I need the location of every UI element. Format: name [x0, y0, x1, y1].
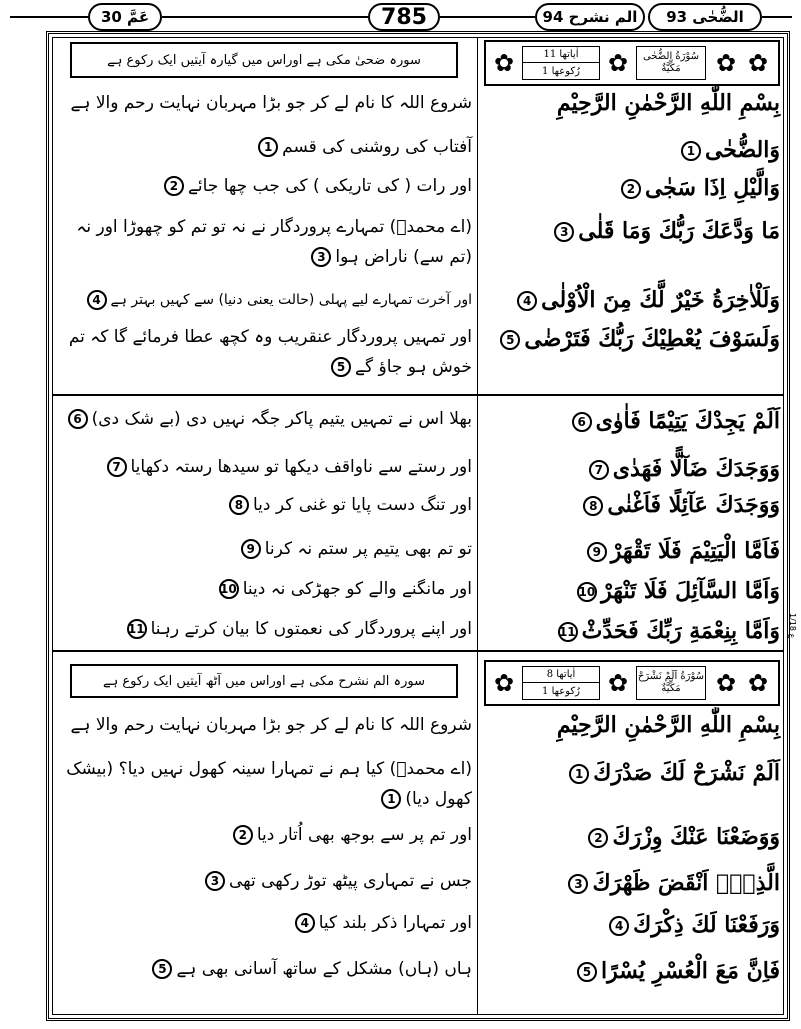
flower-ornament-icon: ✿ — [607, 49, 629, 77]
verse-arabic: الَّذِیْۤ اَنْقَضَ ظَهْرَكَ3 — [484, 870, 780, 896]
verse-arabic: وَوَضَعْنَا عَنْكَ وِزْرَكَ2 — [484, 824, 780, 850]
ruku-count: رُکوعها 1 — [542, 65, 580, 77]
surah-intro-box: سورہ ضحیٰ مکی ہے اوراس میں گیارہ آیتیں ایک رکوع ہے — [70, 42, 458, 78]
flower-ornament-icon: ✿ — [747, 669, 769, 697]
verse-arabic: وَوَجَدَكَ عَآئِلًا فَاَغْنٰی8 — [484, 492, 780, 518]
verse-urdu: اور رستے سے ناواقف دیکھا تو سیدھا رستہ دکھایا7 — [58, 456, 472, 477]
bismillah-urdu: شروع اللہ کا نام لے کر جو بڑا مہربان نہایت رحم والا ہے — [70, 93, 472, 113]
ruku-count: رُکوعها 1 — [542, 685, 580, 697]
verse-arabic: وَوَجَدَكَ ضَآلًّا فَهَدٰی7 — [484, 456, 780, 482]
surah-name: سُوْرَةُ الضُّحٰى مَكِّيَّةٌ — [636, 46, 706, 80]
ayat-count: اٰیاتها 11 — [523, 47, 599, 63]
bismillah-arabic: بِسْمِ اللّٰهِ الرَّحْمٰنِ الرَّحِیْمِ — [556, 712, 780, 738]
verse-urdu: اور تم پر سے بوجھ بھی اُتار دیا2 — [58, 824, 472, 845]
surah-intro-box: سورہ الم نشرح مکی ہے اوراس میں آٹھ آیتیں ایک رکوع ہے — [70, 664, 458, 698]
verse-arabic: وَالضُّحٰی1 — [484, 137, 780, 163]
verse-urdu: اور تنگ دست پایا تو غنی کر دیا8 — [58, 495, 472, 515]
verse-urdu: بھلا اس نے تمہیں یتیم پاکر جگہ نہیں دی (بے شک دی)6 — [58, 408, 472, 429]
flower-ornament-icon: ✿ — [747, 49, 769, 77]
ruku-marker: ع 1/18 — [788, 613, 797, 639]
flower-ornament-icon: ✿ — [715, 669, 737, 697]
verse-arabic: وَاَمَّا بِنِعْمَةِ رَبِّكَ فَحَدِّثْ11 — [558, 618, 780, 644]
section-rule — [52, 650, 784, 652]
verse-urdu: اور تمہارا ذکر بلند کیا4 — [58, 912, 472, 933]
verse-urdu: اور مانگنے والے کو جھڑکی نہ دینا10 — [219, 579, 472, 599]
verse-arabic: فَاَمَّا الْیَتِیْمَ فَلَا تَقْهَرْ9 — [484, 538, 780, 564]
verse-arabic: وَلَسَوْفَ یُعْطِیْكَ رَبُّكَ فَتَرْضٰی5 — [484, 326, 780, 352]
verse-urdu: (اے محمدؐ) تمہارے پروردگار نے نہ تو تم کو چھوڑا اور نہ (تم سے) ناراض ہوا3 — [76, 217, 472, 267]
verse-urdu: اور تمہیں پروردگار عنقریب وہ کچھ عطا فرمائے گا کہ تم خوش ہو جاؤ گے5 — [68, 327, 472, 377]
surah-name: سُوْرَةُ اَلَمْ نَشْرَحْ مَكِّيَّةٌ — [636, 666, 706, 700]
section-rule — [52, 394, 784, 396]
page-header — [0, 0, 801, 34]
header-rule — [762, 16, 792, 18]
surah-title-panel — [484, 40, 780, 86]
ayat-count: اٰیاتها 8 — [523, 667, 599, 683]
verse-urdu: اور رات ( کی تاریکی ) کی جب چھا جائے2 — [58, 175, 472, 196]
flower-ornament-icon: ✿ — [493, 669, 515, 697]
surah-meta — [522, 666, 600, 700]
verse-arabic: وَرَفَعْنَا لَكَ ذِكْرَكَ4 — [484, 912, 780, 938]
verse-urdu: اور آخرت تمہارے لیے پہلی (حالت یعنی دنیا) سے کہیں بہتر ہے4 — [58, 290, 472, 310]
verse-arabic: فَاِنَّ مَعَ الْعُسْرِ یُسْرًا5 — [484, 958, 780, 984]
juz-label: عَمَّ 30 — [88, 3, 162, 31]
flower-ornament-icon: ✿ — [715, 49, 737, 77]
verse-arabic: وَالَّیْلِ اِذَا سَجٰی2 — [484, 175, 780, 201]
verse-arabic: وَلَلْاٰخِرَةُ خَیْرٌ لَّكَ مِنَ الْاُوْلٰی4 — [484, 287, 780, 313]
header-rule — [10, 16, 88, 18]
surah-title-panel — [484, 660, 780, 706]
verse-urdu: تو تم بھی یتیم پر ستم نہ کرنا9 — [58, 538, 472, 559]
verse-urdu: اور اپنے پروردگار کی نعمتوں کا بیان کرتے رہنا11 — [127, 619, 472, 639]
current-surah-label: الضُّحٰی 93 — [648, 3, 762, 31]
verse-urdu: (اے محمدؐ) کیا ہم نے تمہارا سینہ کھول نہیں دیا؟ (بیشک کھول دیا)1 — [66, 759, 472, 809]
verse-urdu: جس نے تمہاری پیٹھ توڑ رکھی تھی3 — [58, 870, 472, 891]
verse-urdu: آفتاب کی روشنی کی قسم1 — [58, 137, 472, 157]
bismillah-arabic: بِسْمِ اللّٰهِ الرَّحْمٰنِ الرَّحِیْمِ — [556, 90, 780, 116]
flower-ornament-icon: ✿ — [493, 49, 515, 77]
header-rule — [440, 16, 535, 18]
next-surah-label: الم نشرح 94 — [535, 3, 645, 31]
verse-arabic: اَلَمْ نَشْرَحْ لَكَ صَدْرَكَ1 — [484, 760, 780, 786]
verse-urdu: ہاں (ہاں) مشکل کے ساتھ آسانی بھی ہے5 — [58, 958, 472, 979]
verse-arabic: اَلَمْ یَجِدْكَ یَتِیْمًا فَاٰوٰی6 — [484, 408, 780, 434]
bismillah-urdu: شروع اللہ کا نام لے کر جو بڑا مہربان نہایت رحم والا ہے — [70, 715, 472, 735]
header-rule — [162, 16, 368, 18]
verse-arabic: مَا وَدَّعَكَ رَبُّكَ وَمَا قَلٰی3 — [484, 218, 780, 244]
page-number: 785 — [368, 3, 440, 31]
column-divider — [477, 37, 478, 1015]
flower-ornament-icon: ✿ — [607, 669, 629, 697]
surah-meta — [522, 46, 600, 80]
verse-arabic: وَاَمَّا السَّآئِلَ فَلَا تَنْهَرْ10 — [578, 578, 780, 604]
